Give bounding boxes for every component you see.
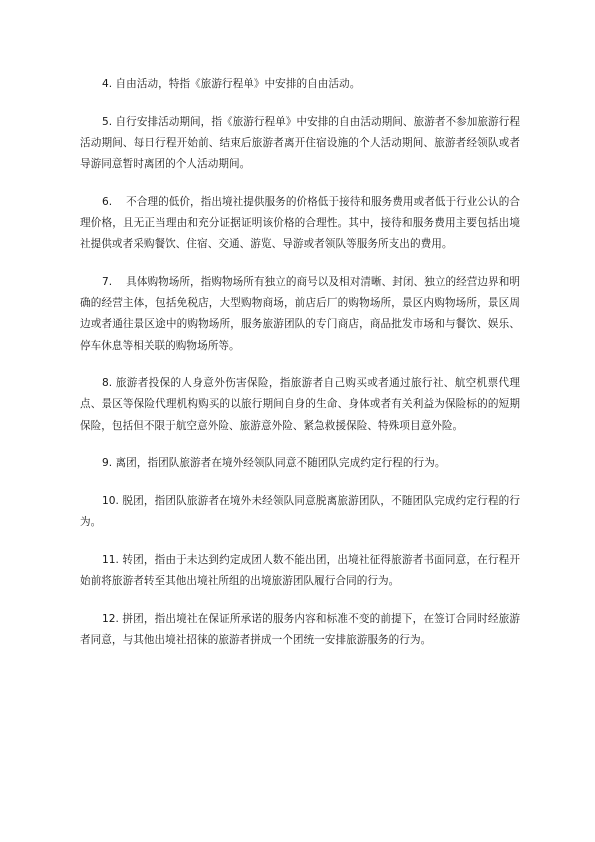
paragraph-number: 4. [102,78,113,90]
paragraph-number: 11. [102,553,119,566]
paragraph-text: 自行安排活动期间，指《旅游行程单》中安排的自由活动期间、旅游者不参加旅游行程活动期间、每日行程开始前、结束后旅游者离开住宿设施的个人活动期间、旅游者经领队或者导游同意暂时离团的个人活动期间。 [80,115,520,171]
paragraph-number: 8. [102,377,113,390]
paragraph-number: 9. [102,457,113,470]
document-body [80,74,520,668]
paragraph-text: 拼团，指出境社在保证所承诺的服务内容和标准不变的前提下，在签订合同时经旅游者同意，与其他出境社招徕的旅游者拼成一个团统一安排旅游服务的行为。 [80,612,520,647]
paragraph-item-11 [80,550,520,592]
paragraph-number: 5. [102,115,113,128]
paragraph-item-7 [80,272,520,357]
paragraph-text: 自由活动，特指《旅游行程单》中安排的自由活动。 [115,78,361,90]
paragraph-text: 旅游者投保的人身意外伤害保险，指旅游者自己购买或者通过旅行社、航空机票代理点、景区等保险代理机构购买的以旅行期间自身的生命、身体或者有关利益为保险标的的短期保险，包括但不限于航空意外险、旅游意外险、紧急救援保险、特殊项目意外险。 [80,377,520,432]
paragraph-number: 12. [102,612,119,625]
paragraph-number: 6. [102,195,113,208]
paragraph-item-8 [80,373,520,437]
paragraph-text: 不合理的低价，指出境社提供服务的价格低于接待和服务费用或者低于行业公认的合理价格，且无正当理由和充分证据证明该价格的合理性。其中，接待和服务费用主要包括出境社提供或者采购餐饮、住宿、交通、游览、导游或者领队等服务所支出的费用。 [80,195,520,251]
paragraph-item-4 [80,74,520,95]
paragraph-item-9 [80,453,520,474]
paragraph-text: 具体购物场所，指购物场所有独立的商号以及相对清晰、封闭、独立的经营边界和明确的经营主体，包括免税店，大型购物商场，前店后厂的购物场所，景区内购物场所，景区周边或者通往景区途中的购物场所，服务旅游团队的专门商店，商品批发市场和与餐饮、娱乐、停车休息等相关联的购物场所等。 [80,275,520,352]
paragraph-number: 10. [102,495,119,508]
paragraph-item-5 [80,112,520,176]
paragraph-text: 离团，指团队旅游者在境外经领队同意不随团队完成约定行程的行为。 [115,457,446,470]
paragraph-text: 转团，指由于未达到约定成团人数不能出团，出境社征得旅游者书面同意，在行程开始前将旅游者转至其他出境社所组的出境旅游团队履行合同的行为。 [80,553,520,588]
paragraph-item-10 [80,491,520,533]
paragraph-number: 7. [102,275,113,288]
paragraph-item-12 [80,609,520,651]
paragraph-item-6 [80,192,520,256]
paragraph-text: 脱团，指团队旅游者在境外未经领队同意脱离旅游团队，不随团队完成约定行程的行为。 [80,495,520,529]
